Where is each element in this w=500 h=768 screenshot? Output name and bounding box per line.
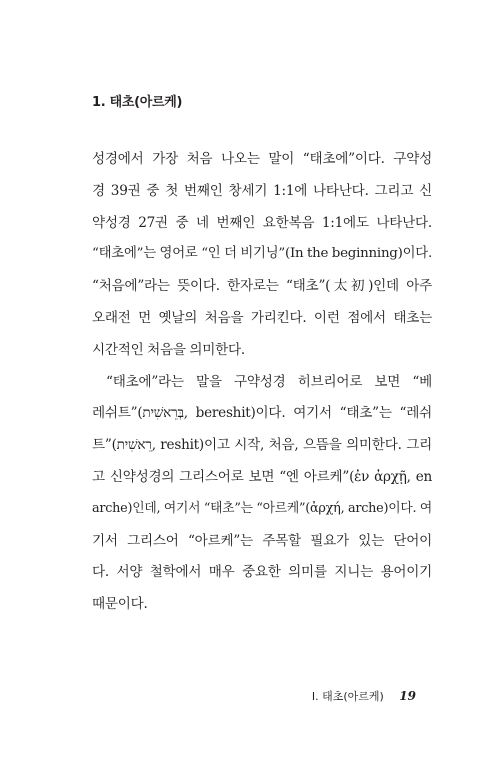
- text-line: “처음에”라는 뜻이다. 한자로는 “태초”(太初)인데 아주: [92, 278, 432, 295]
- page-number: 19: [399, 689, 416, 703]
- text-line: 경 39권 중 첫 번째인 창세기 1:1에 나타난다. 그리고 신: [92, 182, 432, 199]
- text-line: 시간적인 처음을 의미한다.: [92, 341, 245, 358]
- text-line: 성경에서 가장 처음 나오는 말이 “태초에”이다. 구약성: [92, 151, 432, 167]
- text-line: 트”(רֵאשִׁית, reshit)이고 시작, 처음, 으뜸을 의미한다. 그리: [92, 437, 432, 454]
- text-line: 약성경 27권 중 네 번째인 요한복음 1:1에도 나타난다.: [92, 214, 432, 231]
- text-line: “태초에”는 영어로 “인 더 비기닝”(In the beginning)이다.: [92, 246, 432, 262]
- text-line: arche)인데, 여기서 “태초”는 “아르케”(ἀρχή, arche)이다. 여: [92, 500, 432, 516]
- body-text: [92, 148, 432, 625]
- text-line: 다. 서양 철학에서 매우 중요한 의미를 지니는 용어이기: [92, 564, 432, 581]
- page-footer: [312, 688, 416, 704]
- section-heading: 1. 태초(아르케): [92, 95, 183, 110]
- text-line: 때문이다.: [92, 596, 148, 613]
- text-line: “태초에”라는 말을 구약성경 히브리어로 보면 “베: [106, 373, 432, 390]
- text-line: 레쉬트”(בְּרֵאשִׁית, bereshit)이다. 여기서 “태초”는 “레쉬: [92, 405, 432, 422]
- text-line: 기서 그리스어 “아르케”는 주목할 필요가 있는 단어이: [92, 532, 432, 549]
- running-title: I. 태초(아르케): [311, 690, 384, 703]
- text-line: 고 신약성경의 그리스어로 보면 “엔 아르케”(ἐν ἀρχῇ, en: [92, 468, 432, 485]
- text-line: 오래전 먼 옛날의 처음을 가리킨다. 이런 점에서 태초는: [92, 309, 432, 326]
